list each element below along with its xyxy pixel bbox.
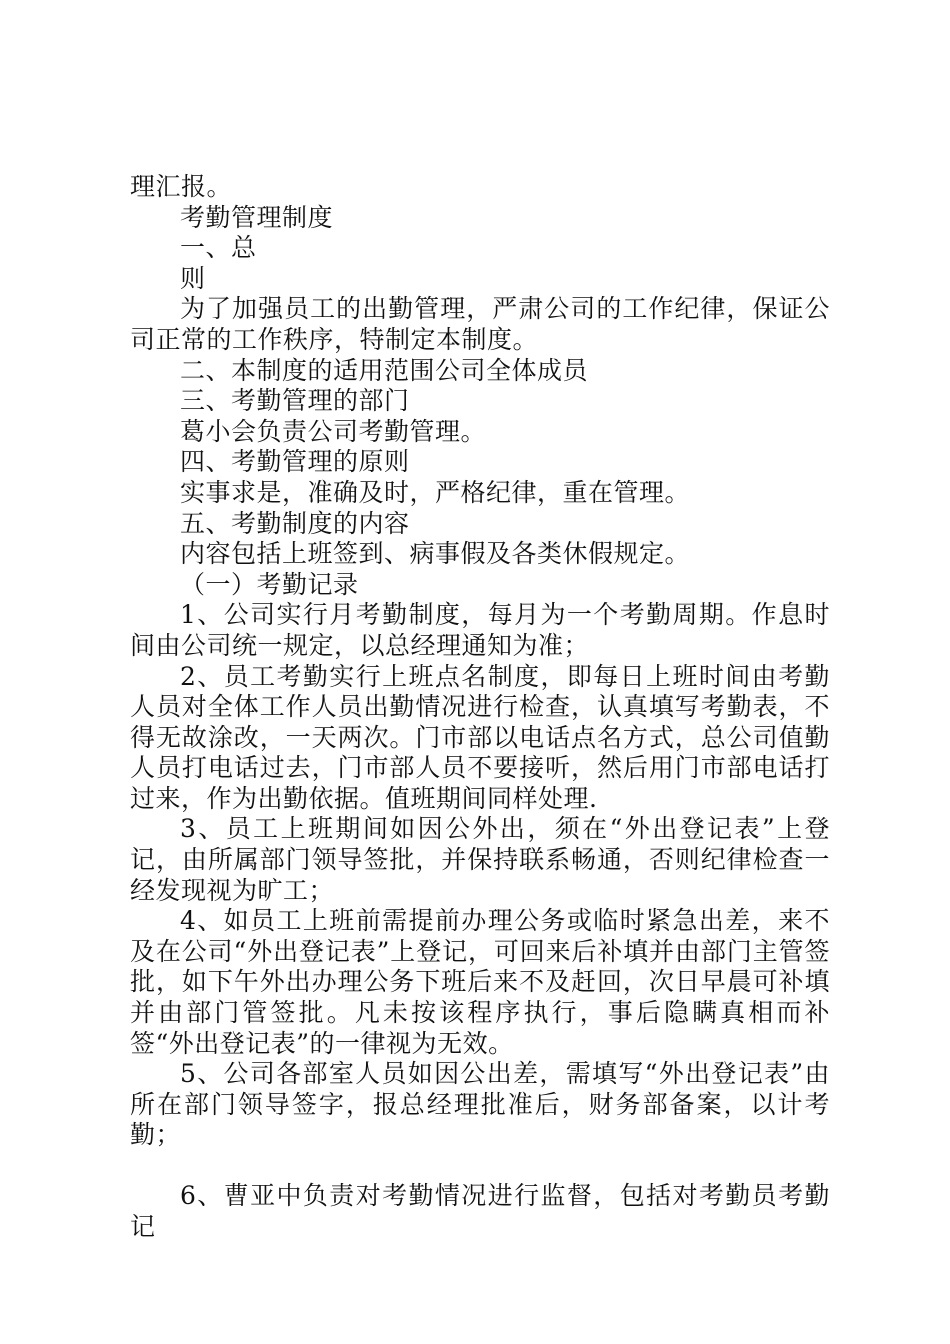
paragraph-report: 理汇报。 (130, 172, 233, 201)
paragraph-contents: 内容包括上班签到、病事假及各类休假规定。 (180, 539, 691, 569)
heading-section-1-part1: 一、总 (180, 233, 257, 263)
heading-attendance-system: 考勤管理制度 (180, 202, 334, 232)
paragraph-principles: 实事求是，准确及时，严格纪律，重在管理。 (180, 477, 691, 507)
paragraph-department: 葛小会负责公司考勤管理。 (180, 416, 487, 446)
paragraph-item-5: 5、公司各部室人员如因公出差，需填写“外出登记表”由所在部门领导签字，报总经理批准后，财务部备案，以计考勤； (130, 1059, 830, 1150)
heading-section-4: 四、考勤管理的原则 (180, 447, 410, 477)
heading-section-2: 二、本制度的适用范围公司全体成员 (180, 355, 589, 385)
document-body (130, 172, 830, 1242)
paragraph-item-1: 1、公司实行月考勤制度，每月为一个考勤周期。作息时间由公司统一规定，以总经理通知为准； (130, 600, 830, 660)
paragraph-item-6: 6、曹亚中负责对考勤情况进行监督，包括对考勤员考勤记 (130, 1181, 830, 1241)
paragraph-item-3: 3、员工上班期间如因公外出，须在“外出登记表”上登记，由所属部门领导签批，并保持联系畅通，否则纪律检查一经发现视为旷工； (130, 814, 830, 905)
paragraph-item-4: 4、如员工上班前需提前办理公务或临时紧急出差，来不及在公司“外出登记表”上登记，可回来后补填并由部门主管签批，如下午外出办理公务下班后来不及赶回，次日早晨可补填并由部门管签批。凡未按该程序执行，事后隐瞒真相而补签“外出登记表”的一律视为无效。 (130, 906, 830, 1058)
heading-section-5: 五、考勤制度的内容 (180, 508, 410, 538)
heading-section-1-part2: 则 (180, 263, 206, 293)
heading-section-3: 三、考勤管理的部门 (180, 386, 410, 416)
paragraph-purpose: 为了加强员工的出勤管理，严肃公司的工作纪律，保证公司正常的工作秩序，特制定本制度。 (130, 294, 830, 354)
paragraph-item-2: 2、员工考勤实行上班点名制度，即每日上班时间由考勤人员对全体工作人员出勤情况进行检查，认真填写考勤表，不得无故涂改，一天两次。门市部以电话点名方式，总公司值勤人员打电话过去，门市部人员不要接听，然后用门市部电话打过来，作为出勤依据。值班期间同样处理. (130, 661, 830, 813)
heading-subsection-1: （一）考勤记录 (180, 569, 359, 599)
